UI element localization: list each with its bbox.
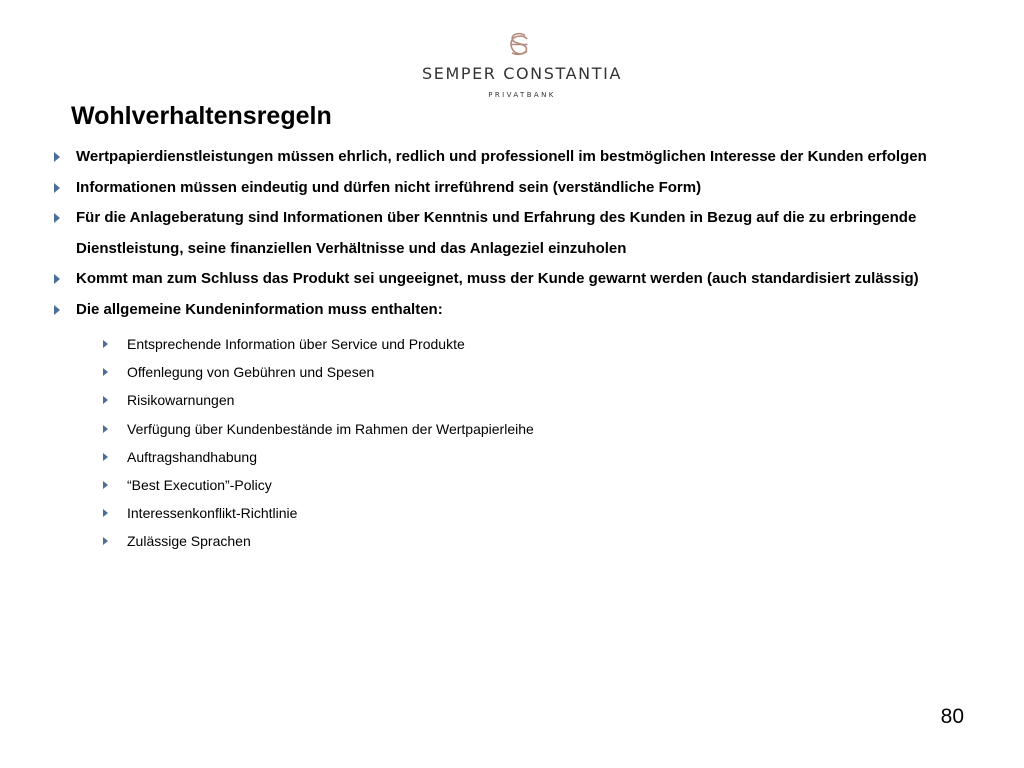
page-number: 80 xyxy=(940,705,964,728)
sub-bullet-arrow-icon xyxy=(103,453,108,461)
sub-bullet-text: Entsprechende Information über Service und Produkte xyxy=(127,336,465,352)
sub-bullet-arrow-icon xyxy=(103,481,108,489)
sub-bullet-text: Verfügung über Kundenbestände im Rahmen der Wertpapierleihe xyxy=(127,420,534,437)
sub-bullet-item xyxy=(103,386,992,414)
sub-bullet-item xyxy=(103,443,992,471)
bullet-item xyxy=(52,295,992,556)
sub-bullet-text: Zulässige Sprachen xyxy=(127,533,251,550)
sub-bullet-text: Offenlegung von Gebühren und Spesen xyxy=(127,364,375,381)
bank-logo xyxy=(0,30,1024,102)
sc-monogram-icon xyxy=(507,32,531,58)
sub-bullet-item xyxy=(103,358,992,386)
bullet-text: Informationen müssen eindeutig und dürfen nicht irreführend sein (verständliche Form) xyxy=(76,178,702,196)
sub-bullet-arrow-icon xyxy=(103,396,108,404)
bullet-arrow-icon xyxy=(54,274,60,284)
brand-subtitle: PRIVATBANK xyxy=(488,91,556,99)
sub-bullet-text: Interessenkonflikt-Richtlinie xyxy=(127,505,298,522)
sub-bullet-list xyxy=(76,330,992,556)
sub-bullet-item xyxy=(103,527,992,555)
sub-bullet-arrow-icon xyxy=(103,537,108,545)
brand-name: SEMPER CONSTANTIA xyxy=(421,64,622,83)
bullet-text: Für die Anlageberatung sind Informationen über Kenntnis und Erfahrung des Kunden in Bezug auf die zu erbringende Dienstleistung, seine finanziellen Verhältnisse und das Anlageziel einzuholen xyxy=(76,209,917,257)
bullet-text: Kommt man zum Schluss das Produkt sei ungeeignet, muss der Kunde gewarnt werden (auch standardisiert zulässig) xyxy=(76,270,919,287)
bullet-arrow-icon xyxy=(54,183,60,193)
sub-bullet-text: Auftragshandhabung xyxy=(127,448,257,465)
bullet-arrow-icon xyxy=(54,213,60,223)
sub-bullet-text: Risikowarnungen xyxy=(127,392,235,409)
sub-bullet-item xyxy=(103,471,992,499)
sub-bullet-arrow-icon xyxy=(103,509,108,517)
sub-bullet-arrow-icon xyxy=(103,368,108,376)
bullet-text: Die allgemeine Kundeninformation muss enthalten: xyxy=(76,300,443,318)
bullet-item xyxy=(52,142,992,173)
page-title: Wohlverhaltensregeln xyxy=(71,102,332,130)
sub-bullet-text: “Best Execution”-Policy xyxy=(127,477,272,494)
bullet-item xyxy=(52,173,992,204)
bullet-arrow-icon xyxy=(54,305,60,315)
bullet-item xyxy=(52,203,992,264)
sub-bullet-item xyxy=(103,415,992,443)
sub-bullet-item xyxy=(103,499,992,527)
sub-bullet-arrow-icon xyxy=(103,425,108,433)
sub-bullet-item xyxy=(103,330,992,358)
bullet-arrow-icon xyxy=(54,152,60,162)
bullet-text: Wertpapierdienstleistungen müssen ehrlich, redlich und professionell im bestmöglichen Interesse der Kunden erfolgen xyxy=(76,148,927,165)
bullet-item xyxy=(52,264,992,295)
sub-bullet-arrow-icon xyxy=(103,340,108,348)
main-bullet-list xyxy=(52,142,992,556)
